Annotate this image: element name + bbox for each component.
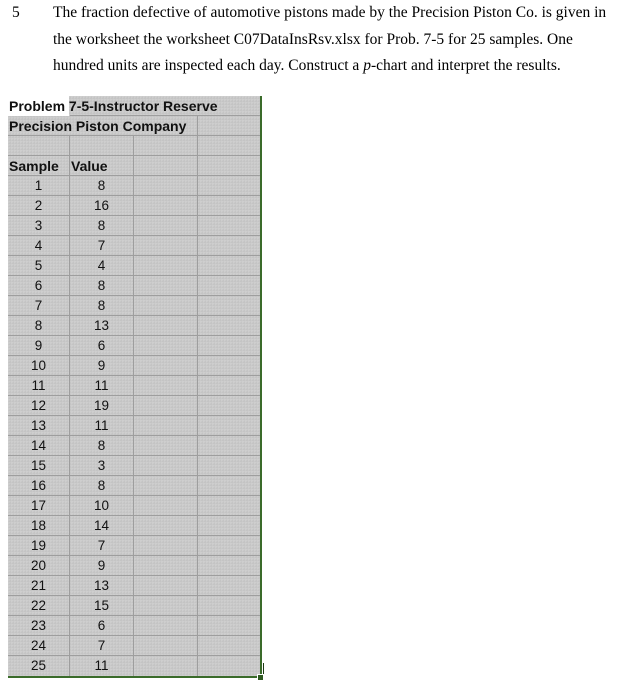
sheet-title[interactable]: Problem 7-5-Instructor Reserve [9, 98, 218, 114]
table-row [8, 476, 260, 496]
p-variable: p [363, 57, 371, 74]
sample-cell[interactable]: 14 [8, 436, 70, 456]
cell-b3[interactable] [70, 136, 134, 156]
value-cell[interactable]: 11 [70, 656, 134, 676]
value-cell[interactable]: 4 [70, 256, 134, 276]
value-cell[interactable]: 8 [70, 216, 134, 236]
sample-cell[interactable]: 21 [8, 576, 70, 596]
value-cell[interactable]: 10 [70, 496, 134, 516]
empty-cell[interactable] [134, 456, 198, 476]
table-row [8, 196, 260, 216]
empty-cell[interactable] [134, 436, 198, 456]
sample-cell[interactable]: 5 [8, 256, 70, 276]
table-row [8, 256, 260, 276]
empty-cell[interactable] [198, 276, 260, 296]
value-cell[interactable]: 8 [70, 276, 134, 296]
sample-cell[interactable]: 12 [8, 396, 70, 416]
table-row [8, 516, 260, 536]
sample-cell[interactable]: 9 [8, 336, 70, 356]
cell-d2[interactable] [198, 116, 260, 136]
table-row [8, 316, 260, 336]
empty-cell[interactable] [134, 376, 198, 396]
sample-cell[interactable]: 1 [8, 176, 70, 196]
value-cell[interactable]: 13 [70, 316, 134, 336]
cell-d3[interactable] [198, 136, 260, 156]
selection-border-bottom [8, 676, 258, 678]
sample-cell[interactable]: 13 [8, 416, 70, 436]
empty-cell[interactable] [134, 176, 198, 196]
sample-cell[interactable]: 23 [8, 616, 70, 636]
empty-cell[interactable] [134, 516, 198, 536]
empty-cell[interactable] [198, 556, 260, 576]
sample-cell[interactable]: 17 [8, 496, 70, 516]
value-cell[interactable]: 13 [70, 576, 134, 596]
value-cell[interactable]: 6 [70, 616, 134, 636]
fill-handle[interactable] [257, 674, 264, 681]
table-row [8, 336, 260, 356]
sample-cell[interactable]: 4 [8, 236, 70, 256]
table-row [8, 296, 260, 316]
cell-c4[interactable] [134, 156, 198, 176]
sample-cell[interactable]: 10 [8, 356, 70, 376]
empty-cell[interactable] [198, 656, 260, 676]
sample-cell[interactable]: 19 [8, 536, 70, 556]
empty-cell[interactable] [134, 316, 198, 336]
selection-border-right [260, 96, 262, 676]
sample-cell[interactable]: 3 [8, 216, 70, 236]
problem-number: 5 [12, 4, 20, 21]
sheet-header-row [8, 156, 260, 176]
empty-cell[interactable] [134, 656, 198, 676]
empty-cell[interactable] [198, 516, 260, 536]
cell-c3[interactable] [134, 136, 198, 156]
sample-cell[interactable]: 22 [8, 596, 70, 616]
value-cell[interactable]: 8 [70, 436, 134, 456]
value-cell[interactable]: 15 [70, 596, 134, 616]
sheet-row-title [8, 96, 260, 116]
value-cell[interactable]: 16 [70, 196, 134, 216]
value-cell[interactable]: 7 [70, 636, 134, 656]
empty-cell[interactable] [198, 456, 260, 476]
empty-cell[interactable] [134, 276, 198, 296]
table-row [8, 656, 260, 676]
header-value[interactable]: Value [70, 156, 134, 176]
value-cell[interactable]: 8 [70, 296, 134, 316]
problem-text-line-3 [53, 57, 561, 75]
value-cell[interactable]: 11 [70, 416, 134, 436]
table-row [8, 616, 260, 636]
table-row [8, 536, 260, 556]
empty-cell[interactable] [134, 196, 198, 216]
sheet-row-blank [8, 136, 260, 156]
empty-cell[interactable] [134, 596, 198, 616]
empty-cell[interactable] [198, 296, 260, 316]
sheet-subtitle[interactable]: Precision Piston Company [9, 118, 187, 134]
empty-cell[interactable] [198, 196, 260, 216]
empty-cell[interactable] [198, 316, 260, 336]
empty-cell[interactable] [198, 236, 260, 256]
sample-cell[interactable]: 16 [8, 476, 70, 496]
empty-cell[interactable] [134, 356, 198, 376]
table-row [8, 216, 260, 236]
value-cell[interactable]: 11 [70, 376, 134, 396]
problem-text-line-3-post: -chart and interpret the results. [370, 57, 561, 74]
empty-cell[interactable] [134, 536, 198, 556]
empty-cell[interactable] [198, 616, 260, 636]
empty-cell[interactable] [198, 216, 260, 236]
value-cell[interactable]: 9 [70, 556, 134, 576]
empty-cell[interactable] [198, 256, 260, 276]
table-row [8, 356, 260, 376]
empty-cell[interactable] [134, 616, 198, 636]
sample-cell[interactable]: 8 [8, 316, 70, 336]
table-row [8, 276, 260, 296]
empty-cell[interactable] [198, 376, 260, 396]
empty-cell[interactable] [198, 396, 260, 416]
sheet-row-subtitle [8, 116, 260, 136]
empty-cell[interactable] [198, 476, 260, 496]
table-row [8, 176, 260, 196]
sample-cell[interactable]: 20 [8, 556, 70, 576]
sample-cell[interactable]: 15 [8, 456, 70, 476]
value-cell[interactable]: 7 [70, 236, 134, 256]
value-cell[interactable]: 8 [70, 176, 134, 196]
empty-cell[interactable] [198, 496, 260, 516]
value-cell[interactable]: 6 [70, 336, 134, 356]
empty-cell[interactable] [134, 576, 198, 596]
problem-text-line-1: The fraction defective of automotive pistons made by the Precision Piston Co. is given in [53, 4, 607, 21]
sample-cell[interactable]: 7 [8, 296, 70, 316]
value-cell[interactable]: 3 [70, 456, 134, 476]
problem-text-line-3-pre: hundred units are inspected each day. Construct a [53, 57, 364, 74]
table-row [8, 636, 260, 656]
table-row [8, 436, 260, 456]
empty-cell[interactable] [198, 176, 260, 196]
problem-text-line-2: the worksheet the worksheet C07DataInsRsv.xlsx for Prob. 7-5 for 25 samples. One [53, 31, 573, 48]
empty-cell[interactable] [198, 536, 260, 556]
sample-cell[interactable]: 2 [8, 196, 70, 216]
sample-cell[interactable]: 24 [8, 636, 70, 656]
empty-cell[interactable] [134, 216, 198, 236]
sample-cell[interactable]: 18 [8, 516, 70, 536]
empty-cell[interactable] [134, 256, 198, 276]
empty-cell[interactable] [134, 476, 198, 496]
table-row [8, 396, 260, 416]
empty-cell[interactable] [198, 576, 260, 596]
value-cell[interactable]: 7 [70, 536, 134, 556]
empty-cell[interactable] [198, 336, 260, 356]
value-cell[interactable]: 8 [70, 476, 134, 496]
cell-a3[interactable] [8, 136, 70, 156]
empty-cell[interactable] [198, 636, 260, 656]
table-row [8, 236, 260, 256]
empty-cell[interactable] [134, 556, 198, 576]
empty-cell[interactable] [134, 296, 198, 316]
sample-cell[interactable]: 25 [8, 656, 70, 676]
value-cell[interactable]: 14 [70, 516, 134, 536]
empty-cell[interactable] [134, 416, 198, 436]
table-row [8, 576, 260, 596]
empty-cell[interactable] [134, 236, 198, 256]
empty-cell[interactable] [198, 356, 260, 376]
empty-cell[interactable] [198, 436, 260, 456]
sample-cell[interactable]: 6 [8, 276, 70, 296]
table-row [8, 496, 260, 516]
value-cell[interactable]: 19 [70, 396, 134, 416]
table-row [8, 416, 260, 436]
header-sample[interactable]: Sample [8, 156, 70, 176]
empty-cell[interactable] [134, 336, 198, 356]
table-row [8, 556, 260, 576]
cell-d4[interactable] [198, 156, 260, 176]
value-cell[interactable]: 9 [70, 356, 134, 376]
empty-cell[interactable] [198, 416, 260, 436]
table-row [8, 456, 260, 476]
table-row [8, 376, 260, 396]
sample-cell[interactable]: 11 [8, 376, 70, 396]
empty-cell[interactable] [134, 636, 198, 656]
empty-cell[interactable] [198, 596, 260, 616]
empty-cell[interactable] [134, 396, 198, 416]
table-row [8, 596, 260, 616]
empty-cell[interactable] [134, 496, 198, 516]
